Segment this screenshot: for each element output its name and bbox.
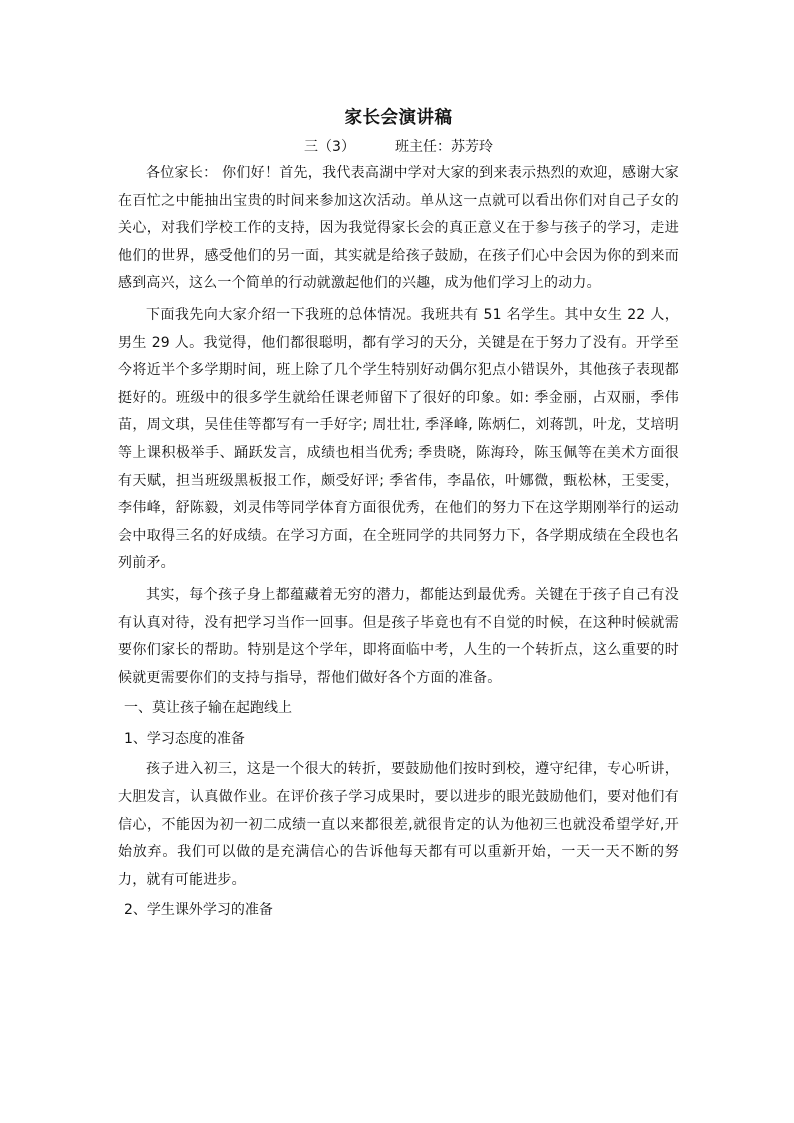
subsection-heading-2: 2、学生课外学习的准备 [124, 902, 273, 919]
paragraph-attitude: 孩子进入初三，这是一个很大的转折，要鼓励他们按时到校，遵守纪律，专心听讲，大胆发言，认真做作业。在评价孩子学习成果时，要以进步的眼光鼓励他们，要对他们有信心，不能因为初一初二成绩一直以来都很差,就很肯定的认为他初三也就没希望学好,开始放弃。我们可以做的是充满信心的告诉他每天都有可以重新开始，一天一天不断的努力，就有可能进步。 [118, 761, 679, 888]
class-label: 三（3） [304, 139, 355, 155]
subsection-heading-1: 1、学习态度的准备 [124, 730, 245, 747]
paragraph-greeting: 各位家长： 你们好！首先，我代表高湖中学对大家的到来表示热烈的欢迎，感谢大家在百忙之中能抽出宝贵的时间来参加这次活动。单从这一点就可以看出你们对自己子女的关心，对我们学校工作的支持，因为我觉得家长会的真正意义在于参与孩子的学习，走进他们的世界，感受他们的另一面，其实就是给孩子鼓励，在孩子们心中会因为你的到来而感到高兴，这么一个简单的行动就激起他们的兴趣，成为他们学习上的动力。 [118, 165, 679, 292]
document-title: 家长会演讲稿 [344, 108, 453, 128]
paragraph-potential: 其实，每个孩子身上都蕴藏着无穷的潜力，都能达到最优秀。关键在于孩子自己有没有认真对待，没有把学习当作一回事。但是孩子毕竟也有不自觉的时候，在这种时候就需要你们家长的帮助。特别是这个学年，即将面临中考，人生的一个转折点，这么重要的时候就更需要你们的支持与指导，帮他们做好各个方面的准备。 [118, 586, 679, 686]
section-heading-1: 一、莫让孩子输在起跑线上 [124, 700, 292, 717]
paragraph-class-overview: 下面我先向大家介绍一下我班的总体情况。我班共有 51 名学生。其中女生 22 人，男生 29 人。我觉得，他们都很聪明，都有学习的天分，关键是在于努力了没有。开学至今将近半个多学期时间，班上除了几个学生特别好动偶尔犯点小错误外，其他孩子表现都挺好的。班级中的很多学生就给任课老师留下了很好的印象。如: 季金丽，占双丽，季伟苗，周文琪，吴佳佳等都写有一手好字; 周壮壮, 季泽峰, 陈炳仁，刘蒋凯，叶龙，艾培明等上课积极举手、踊跃发言，成绩也相当优秀; 季贵晓，陈海玲，陈玉佩等在美术方面很有天赋，担当班级黑板报工作，颇受好评; 季省伟，李晶依，叶娜微，甄松林，王雯雯，李伟峰，舒陈毅，刘灵伟等同学体育方面很优秀，在他们的努力下在这学期刚举行的运动会中取得三名的好成绩。在学习方面，在全班同学的共同努力下，各学期成绩在全段也名列前矛。 [118, 306, 679, 572]
teacher-label: 班主任：苏芳玲 [394, 139, 493, 155]
document-subtitle [118, 136, 679, 158]
